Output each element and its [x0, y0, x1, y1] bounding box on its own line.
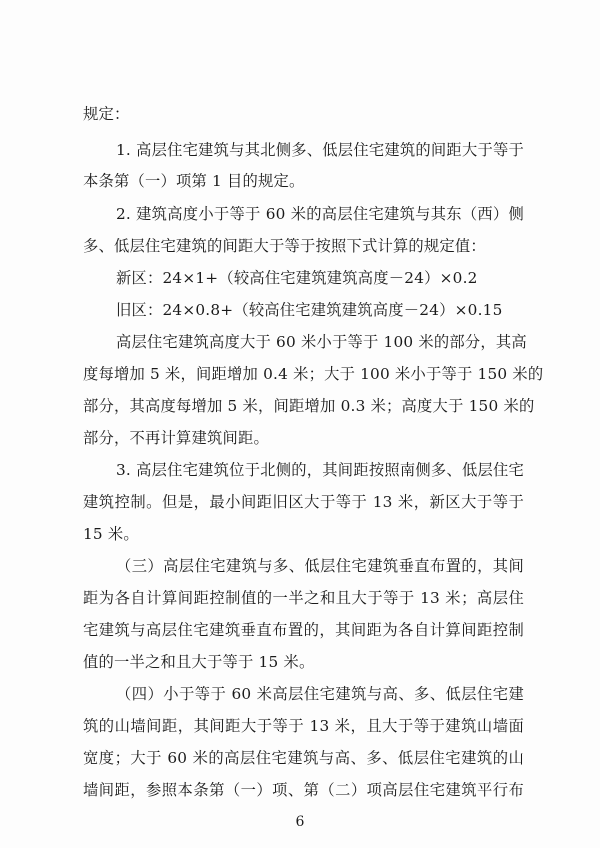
text-line-15: （三）高层住宅建筑与多、低层住宅建筑垂直布置的，其间: [116, 557, 524, 575]
text-line-21: 宽度；大于 60 米的高层住宅建筑与高、多、低层住宅建筑的山: [83, 749, 524, 767]
text-line-7: 旧区：24×0.8+（较高住宅建筑建筑高度－24）×0.15: [116, 301, 503, 319]
text-line-4: 2. 建筑高度小于等于 60 米的高层住宅建筑与其东（西）侧: [116, 205, 524, 223]
text-line-8: 高层住宅建筑高度大于 60 米小于等于 100 米的部分，其高: [116, 333, 527, 351]
text-line-6: 新区：24×1+（较高住宅建筑建筑高度－24）×0.2: [116, 269, 478, 287]
text-line-22: 墙间距，参照本条第（一）项、第（二）项高层住宅建筑平行布: [83, 781, 524, 799]
text-line-17: 宅建筑与高层住宅建筑垂直布置的，其间距为各自计算间距控制: [83, 621, 524, 639]
text-line-19: （四）小于等于 60 米高层住宅建筑与高、多、低层住宅建: [116, 685, 524, 703]
text-line-1: 规定：: [83, 105, 130, 123]
text-line-2: 1. 高层住宅建筑与其北侧多、低层住宅建筑的间距大于等于: [116, 141, 524, 159]
text-line-9: 度每增加 5 米，间距增加 0.4 米；大于 100 米小于等于 150 米的: [83, 365, 544, 383]
text-line-11: 部分，不再计算建筑间距。: [83, 429, 269, 447]
text-line-10: 部分，其高度每增加 5 米，间距增加 0.3 米；高度大于 150 米的: [83, 397, 535, 415]
text-line-18: 值的一半之和且大于等于 15 米。: [83, 653, 315, 671]
text-line-3: 本条第（一）项第 1 目的规定。: [83, 172, 305, 190]
text-line-13: 建筑控制。但是，最小间距旧区大于等于 13 米，新区大于等于: [83, 493, 524, 511]
page-number: 6: [295, 814, 305, 830]
text-line-20: 筑的山墙间距，其间距大于等于 13 米，且大于等于建筑山墙面: [83, 717, 524, 735]
text-line-14: 15 米。: [83, 525, 139, 543]
text-line-16: 距为各自计算间距控制值的一半之和且大于等于 13 米；高层住: [83, 589, 524, 607]
text-line-5: 多、低层住宅建筑的间距大于等于按照下式计算的规定值：: [83, 237, 486, 255]
text-line-12: 3. 高层住宅建筑位于北侧的，其间距按照南侧多、低层住宅: [116, 461, 524, 479]
